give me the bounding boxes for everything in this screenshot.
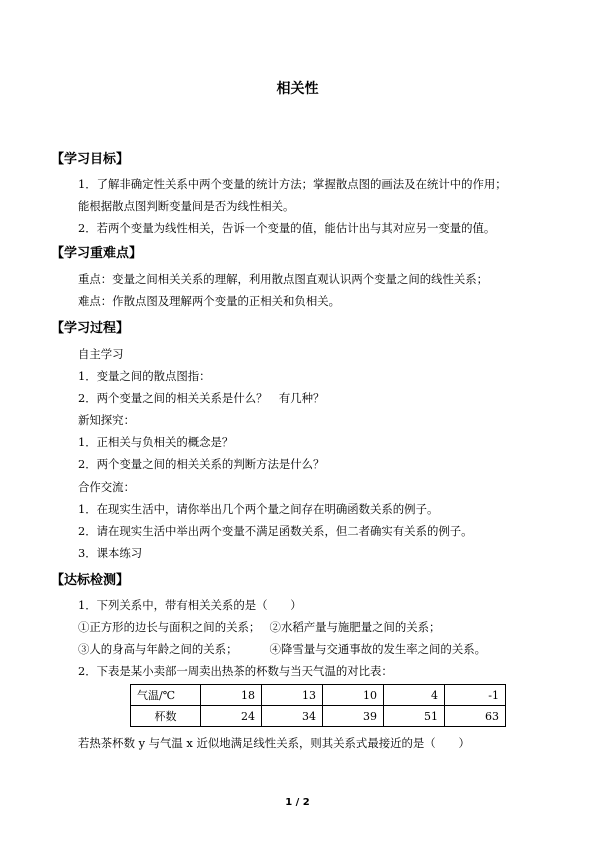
table-cell: 24	[201, 706, 262, 727]
table-cell: 39	[323, 706, 384, 727]
table-cell: 63	[445, 706, 506, 727]
process-line-4: 新知探究：	[78, 413, 135, 427]
table-row	[131, 706, 506, 727]
table-cell: 51	[384, 706, 445, 727]
process-line-1: 自主学习	[78, 347, 124, 361]
test-line-4: 2．下表是某小卖部一周卖出热茶的杯数与当天气温的对比表：	[78, 664, 393, 678]
table-cell: 18	[201, 685, 262, 706]
table-row	[131, 685, 506, 706]
goal-line-1: 1．了解非确定性关系中两个变量的统计方法；掌握散点图的画法及在统计中的作用；	[78, 177, 507, 191]
page-number: 1 / 2	[285, 797, 310, 808]
test-line-2: ①正方形的边长与面积之间的关系； ②水稻产量与施肥量之间的关系；	[78, 620, 441, 634]
test-line-3: ③人的身高与年龄之间的关系； ④降雪量与交通事故的发生率之间的关系。	[78, 642, 486, 656]
heading-goals: 【学习目标】	[51, 152, 130, 167]
process-line-8: 1．在现实生活中，请你举出几个两个量之间存在明确函数关系的例子。	[78, 502, 439, 516]
page-title: 相关性	[276, 81, 319, 97]
process-line-5: 1．正相关与负相关的概念是？	[78, 435, 234, 449]
process-line-7: 合作交流：	[78, 480, 135, 494]
heading-test: 【达标检测】	[51, 573, 130, 588]
process-line-3: 2．两个变量之间的相关关系是什么？ 有几种？	[78, 391, 325, 405]
test-line-1: 1．下列关系中，带有相关关系的是（ ）	[78, 598, 302, 612]
table-cell: 气温/℃	[131, 685, 201, 706]
key-point-line-1: 重点：变量之间相关关系的理解，利用散点图直观认识两个变量之间的线性关系；	[78, 272, 489, 286]
goal-line-2: 能根据散点图判断变量间是否为线性相关。	[78, 199, 295, 213]
key-point-line-2: 难点：作散点图及理解两个变量的正相关和负相关。	[78, 294, 340, 308]
table-cell: 10	[323, 685, 384, 706]
process-line-10: 3．课本练习	[78, 546, 143, 560]
heading-process: 【学习过程】	[51, 321, 130, 336]
table-cell: 13	[262, 685, 323, 706]
goal-line-3: 2．若两个变量为线性相关，告诉一个变量的值，能估计出与其对应另一变量的值。	[78, 221, 496, 235]
process-line-9: 2．请在现实生活中举出两个变量不满足函数关系，但二者确实有关系的例子。	[78, 524, 473, 538]
table-cell: 4	[384, 685, 445, 706]
table-cell: -1	[445, 685, 506, 706]
process-line-6: 2．两个变量之间的相关关系的判断方法是什么？	[78, 457, 325, 471]
table-cell: 34	[262, 706, 323, 727]
heading-key-points: 【学习重难点】	[51, 246, 143, 261]
temperature-cups-table	[130, 684, 506, 727]
process-line-2: 1．变量之间的散点图指：	[78, 369, 211, 383]
test-after-table: 若热茶杯数 y 与气温 x 近似地满足线性关系，则其关系式最接近的是（ ）	[78, 736, 470, 750]
table-cell: 杯数	[131, 706, 201, 727]
